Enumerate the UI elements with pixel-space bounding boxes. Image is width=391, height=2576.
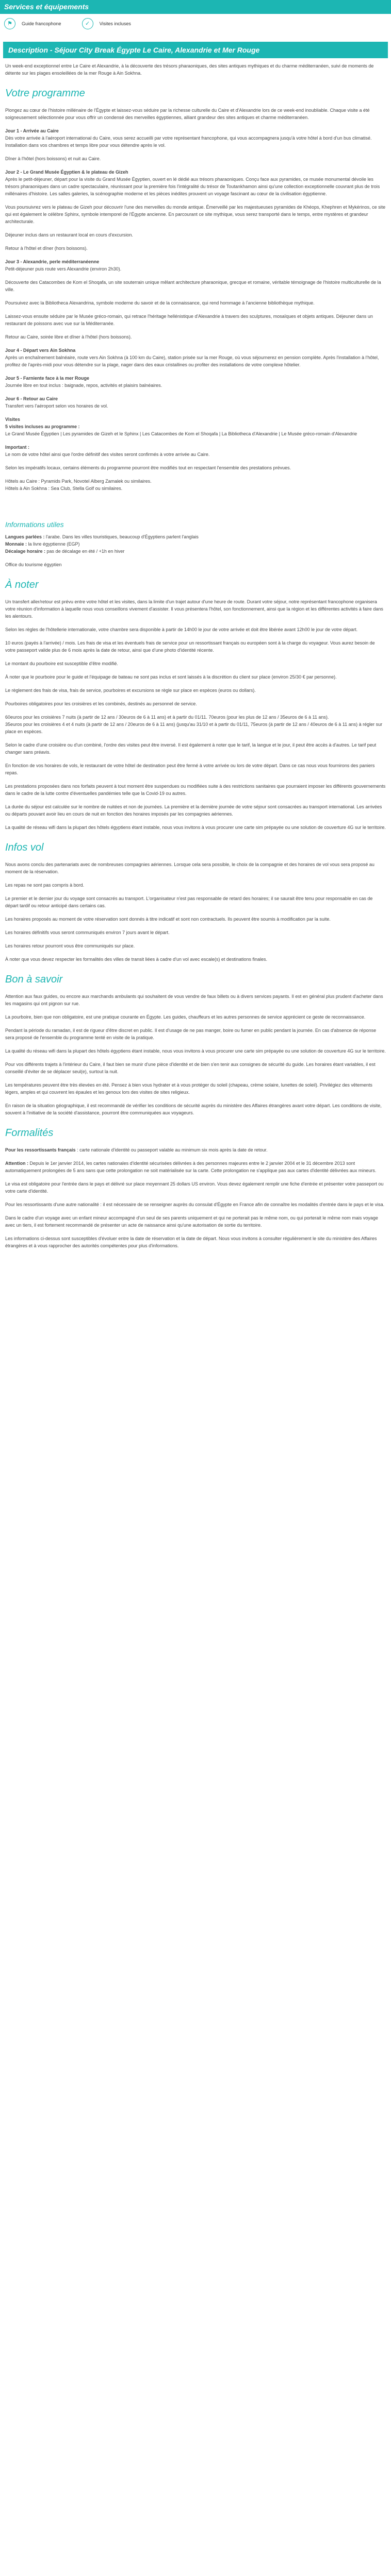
bonasavoir-paragraph: Pour vos différents trajets à l'intérieur du Caire, il faut bien se munir d'une pièce d'identité et de bien s'en tenir aux consignes de sécurité du guide. Les horaires étant variables, il est conseillé d'éviter de se déplacer seul(e), surtout la nuit.: [5, 1062, 376, 1074]
anoter-paragraph: 60euros pour les croisières 7 nuits (à partir de 12 ans / 30euros de 6 à 11 ans) et à partir du 01/11. 70euros (pour les plus de 12 ans / 35euros de 6 à 11 ans). 35euros pour les croisières 4 et 4 nuits (à partir de 12 ans / 20euros de 6 à 11 ans) (jusqu'au 31/10 et à partir du 01/11, 75euros (à partir de 12 ans / 40euros de 6 à 11 ans) à régler sur place en espèces.: [5, 715, 383, 734]
timezone-label: Décalage horaire :: [5, 549, 46, 554]
anoter-title: À noter: [5, 579, 39, 590]
formalites-attention-bold: Attention :: [5, 1161, 28, 1166]
day-paragraph: Déjeuner inclus dans un restaurant local en cours d'excursion.: [5, 232, 133, 238]
formalites-lead-rest: : carte nationale d'identité ou passeport valable au minimum six mois après la date de retour.: [75, 1147, 268, 1153]
infosvol-paragraph: Les horaires retour pourront vous être communiqués sur place.: [5, 943, 135, 948]
bonasavoir-paragraph: La pourboire, bien que non obligatoire, est une pratique courante en Égypte. Les guides, chauffeurs et les autres personnes de service apprécient ce geste de reconnaissance.: [5, 1014, 366, 1020]
day-title: Jour 6 - Retour au Caire: [5, 396, 58, 401]
anoter-paragraph: À noter que le pourboire pour le guide et l'équipage de bateau ne sont pas inclus et sont laissés à la discrétion du client sur place (environ 25/30 € par personne).: [5, 674, 337, 680]
day-title: Jour 3 - Alexandrie, perle méditerranéenne: [5, 259, 100, 264]
infosvol-paragraph: À noter que vous devez respecter les formalités des villes de transit liées à cadre d'un vol avec escale(s) et destinations finales.: [5, 957, 267, 962]
programme-day: [5, 258, 386, 341]
service-label-guide: Guide francophone: [22, 21, 61, 26]
day-paragraph: Petit-déjeuner puis route vers Alexandrie (environ 2h30).: [5, 266, 122, 272]
visits-block: [5, 416, 386, 437]
services-row: [0, 14, 391, 33]
infosvol-paragraph: Les horaires définitifs vous seront communiqués environ 7 jours avant le départ.: [5, 930, 170, 935]
bonasavoir-paragraph: Pendant la période du ramadan, il est de rigueur d'être discret en public. Il est d'usage de ne pas manger, boire ou fumer en public pendant la journée. En cas d'absence de réponse sera proposé de l'ensemble du programme tenté en visite de la pratique.: [5, 1028, 377, 1040]
lang-label: Langues parlées :: [5, 534, 45, 539]
anoter-paragraph: Un transfert aller/retour est prévu entre votre hôtel et les visites, dans la limite d'un trajet autour d'une heure de route. Durant votre séjour, notre représentant francophone organisera votre réunion d'information à laquelle nous vous conseillons vivement d'assister. Il vous présentera l'hôtel, son fonctionnement, ainsi que la région et les différentes activités à faire dans les alentours.: [5, 599, 383, 619]
flag-icon: ⚑: [4, 18, 15, 29]
service-label-visits: Visites incluses: [99, 21, 131, 26]
formalites-paragraph: Dans le cadre d'un voyage avec un enfant mineur accompagné d'un seul de ses parents uniquement et qui ne porterait pas le même nom, ou qui porterait le même nom mais voyage avec un tiers, il est fortement recommandé de présenter un acte de naissance ainsi qu'une autorisation de sortie du territoire.: [5, 1215, 378, 1228]
visits-title: Visites: [5, 417, 20, 422]
formalites-paragraph: Le visa est obligatoire pour l'entrée dans le pays et délivré sur place moyennant 25 dollars US environ. Vous devez également remplir une fiche d'entrée et présenter votre passeport ou votre carte d'identité.: [5, 1181, 384, 1194]
day-paragraph: Poursuivez avec la Bibliotheca Alexandrina, symbole moderne du savoir et de la connaissance, qui rend hommage à l'ancienne bibliothèque mythique.: [5, 300, 315, 306]
day-paragraph: Découverte des Catacombes de Kom el Shoqafa, un site souterrain unique mêlant architecture pharaonique, grecque et romaine, véritable témoignage de l'histoire multiculturelle de la ville.: [5, 280, 381, 292]
service-item-guide: [4, 18, 61, 29]
formalites-paragraph: Pour les ressortissants d'une autre nationalité : il est nécessaire de se renseigner auprès du consulat d'Égypte en France afin de connaître les modalités d'entrée dans le pays et le visa.: [5, 1202, 385, 1207]
infosvol-paragraph: Nous avons conclu des partenariats avec de nombreuses compagnies aériennes. Lorsque cela sera possible, le choix de la compagnie et des horaires de vol vous sera proposé au moment de la réservation.: [5, 862, 374, 874]
programme-day: [5, 395, 386, 410]
day-paragraph: Journée libre en tout inclus : baignade, repos, activités et plaisirs balnéaires.: [5, 383, 162, 388]
anoter-paragraph: En fonction de vos horaires de vols, le restaurant de votre hôtel de destination peut être fermé à votre arrivée ou lors de votre départ. Dans ce cas nous vous fournirons des paniers repas.: [5, 763, 375, 775]
day-paragraph: Après le petit-déjeuner, départ pour la visite du Grand Musée Égyptien, ouvert en lé dédié aux trésors pharaoniques. Conçu face aux pyramides, ce musée monumental dévoile les trésors pharaoniques dans un cadre spectaculaire, réunissant pour la première fois l'intégralité du trésor de Toutankhamon ainsi qu'une collection exceptionnelle couvrant plus de trois millénaires d'histoire. Les salles galeries, la scénographie moderne et les pièces inédites prouvent un voyage fascinant au cœur de la civilisation égyptienne.: [5, 177, 380, 196]
bonasavoir-paragraph: En raison de la situation géographique, il est recommandé de vérifier les conditions de sécurité auprès du ministère des Affaires étrangères avant votre départ. Les conditions de visite, souvent à l'initiative de la société d'assistance, pourront être communiquées aux voyageurs.: [5, 1103, 382, 1115]
anoter-paragraph: Les prestations proposées dans nos forfaits peuvent à tout moment être suspendues ou modifiées suite à des restrictions sanitaires que pourraient imposer les différents gouvernements dans le cadre de la lutte contre d'éventuelles pandémies telle que la Covid-19 ou autres.: [5, 784, 386, 796]
infosvol-paragraphs: [5, 861, 386, 963]
bonasavoir-paragraphs: [5, 993, 386, 1116]
day-title: Jour 4 - Départ vers Ain Sokhna: [5, 348, 76, 353]
important-p2: Selon les impératifs locaux, certains éléments du programme pourront être modifiés tout en respectant l'ensemble des prestations prévues.: [5, 465, 291, 470]
day-paragraph: Vous poursuivrez vers le plateau de Gizeh pour découvrir l'une des merveilles du monde antique. Émerveillé par les majestueuses pyramides de Khéops, Khephren et Mykérinos, ce site qui est également le célèbre Sphinx, symbole intemporel de l'Égypte ancienne. En parcourant ce site mythique, vous serez transporté dans le temps, entre mystères et grandeur architecturale.: [5, 205, 386, 224]
infosvol-title: Infos vol: [5, 842, 44, 853]
day-paragraph: Dès votre arrivée à l'aéroport international du Caire, vous serez accueilli par votre représentant francophone, qui vous accompagnera jusqu'à votre hôtel à bord d'un bus climatisé. Installation dans vos chambres et temps libre pour vous détendre après le vol.: [5, 135, 372, 148]
currency-value: la livre égyptienne (EGP): [27, 541, 80, 547]
formalites-attention: [5, 1160, 386, 1174]
day-paragraph: Retour à l'hôtel et dîner (hors boissons).: [5, 246, 88, 251]
anoter-paragraph: Pourboires obligatoires pour les croisières et les combinés, destinés au personnel de service.: [5, 701, 197, 706]
programme-title: Votre programme: [5, 88, 85, 99]
anoter-paragraph: La durée du séjour est calculée sur le nombre de nuitées et non de journées. La première et la dernière journée de votre séjour sont consacrées au transport international. Les arrivées ou départs pouvant avoir lieu en cours de nuit en fonction des horaires imposés par les compagnies aériennes.: [5, 804, 382, 817]
service-item-visits: [82, 18, 131, 29]
formalites-lead: [5, 1146, 386, 1154]
day-title: Jour 2 - Le Grand Musée Égyptien & le plateau de Gizeh: [5, 170, 128, 175]
infosvol-paragraph: Les horaires proposés au moment de votre réservation sont donnés à titre indicatif et sont non contractuels. Ils peuvent être soumis à modification par la suite.: [5, 917, 331, 922]
day-paragraph: Transfert vers l'aéroport selon vos horaires de vol.: [5, 403, 108, 409]
anoter-paragraph: Selon le cadre d'une croisière ou d'un combiné, l'ordre des visites peut être inversé. Il est également à noter que le tarif, la langue et le jour, il peut être accès à d'autres. Le tarif peut changer sans préavis.: [5, 742, 377, 755]
day-title: Jour 1 - Arrivée au Caire: [5, 128, 59, 133]
anoter-paragraph: 10 euros (payés à l'arrivée) / mois. Les frais de visa et les éventuels frais de service pour un ressortissant français ou européen sont à la charge du voyageur. Vous aurez besoin de votre passeport valide plus de 6 mois après la date de retour, ainsi que d'une photo d'identité récente.: [5, 640, 375, 653]
day-paragraph: Laissez-vous ensuite séduire par le Musée gréco-romain, qui retrace l'héritage hellénistique d'Alexandrie à travers des sculptures, mosaïques et objets antiques. Déjeuner dans un restaurant de poissons avec vue sur la Méditerranée.: [5, 314, 373, 326]
anoter-paragraph: Le règlement des frais de visa, frais de service, pourboires et excursions se règle sur place en espèces (euros ou dollars).: [5, 688, 256, 693]
important-title: Important :: [5, 445, 29, 450]
anoter-paragraph: La qualité de réseau wifi dans la plupart des hôtels égyptiens étant instable, nous vous invitons à vous procurer une carte sim prépayée ou une solution de couverture 4G sur le territoire.: [5, 825, 386, 830]
infosvol-paragraph: Le premier et le dernier jour du voyage sont consacrés au transport. L'organisateur n'est pas responsable de retard des horaires; il se saurait être tenu pour responsable en cas de départ tardif ou retour anticipé dans certains cas.: [5, 896, 373, 908]
description-title: Description - Séjour City Break Égypte Le Caire, Alexandrie et Mer Rouge: [3, 42, 388, 58]
visits-count: 5 visites incluses au programme :: [5, 424, 80, 429]
formalites-paragraph: Les informations ci-dessus sont susceptibles d'évoluer entre la date de réservation et la date de départ. Nous vous invitons à consulter régulièrement le site du ministère des Affaires étrangères et à vous rapprocher des autorités compétentes pour plus d'informations.: [5, 1236, 377, 1248]
day-paragraph: Après un enchaînement balnéaire, route vers Ain Sokhna (à 100 km du Caire), station prisée sur la mer Rouge, où vous séjournerez en pension complète. Après l'installation à l'hôtel, profitez de l'après-midi pour vous détendre sur la plage, nager dans des eaux cristallines ou profiter des installations de votre complexe hôtelier.: [5, 355, 379, 367]
visits-list: Le Grand Musée Égyptien | Les pyramides de Gizeh et le Sphinx | Les Catacombes de Kom el Shoqafa | La Bibliotheca d'Alexandrie | Le Musée gréco-romain d'Alexandrie: [5, 431, 357, 436]
important-p3: Hôtels au Caire : Pyramids Park, Novotel Alberg Zamalek ou similaires. Hôtels à Ain Sokhna : Sea Club, Stella Golf ou similaires.: [5, 479, 152, 491]
formalites-title: Formalités: [5, 1127, 54, 1139]
tourism-office-link[interactable]: Office du tourisme égyptien: [5, 562, 62, 567]
programme-day: [5, 347, 386, 368]
day-title: Jour 5 - Farniente face à la mer Rouge: [5, 376, 90, 381]
programme-day: [5, 127, 386, 162]
lang-value: l'arabe. Dans les villes touristiques, beaucoup d'Égyptiens parlent l'anglais: [44, 534, 199, 539]
anoter-paragraph: Le montant du pourboire est susceptible d'être modifié.: [5, 661, 118, 666]
bonasavoir-paragraph: Attention aux faux guides, ou encore aux marchands ambulants qui souhaitent de vous vendre de faux billets ou à divers services payants. Il est en général plus prudent d'acheter dans les magasins qui ont pignon sur rue.: [5, 994, 383, 1006]
formalites-paragraphs: [5, 1180, 386, 1249]
anoter-paragraphs: [5, 598, 386, 831]
anoter-paragraph: Selon les règles de l'hôtellerie internationale, votre chambre sera disponible à partir de 14h00 le jour de votre arrivée et doit être libérée avant 12h00 le jour de votre départ.: [5, 627, 358, 632]
ticket-icon: ✓: [82, 18, 93, 29]
currency-label: Monnaie :: [5, 541, 27, 547]
bonasavoir-title: Bon à savoir: [5, 974, 63, 985]
intro-text: Un week-end exceptionnel entre Le Caire et Alexandrie, à la découverte des trésors pharaoniques, des sites antiques mythiques et du charme méditerranéen, suivi de moments de détente sur les plages ensoleillées de la mer Rouge à Ain Sokhna.: [5, 63, 374, 76]
bonasavoir-paragraph: La qualité du réseau wifi dans la plupart des hôtels égyptiens étant instable, nous vous invitons à vous procurer une carte sim prépayée ou une solution de couverture 4G sur le territoire.: [5, 1048, 386, 1054]
formalites-lead-bold: Pour les ressortissants français: [5, 1147, 76, 1153]
important-block: [5, 444, 386, 492]
day-paragraph: Retour au Caire, soirée libre et dîner à l'hôtel (hors boissons).: [5, 334, 132, 340]
practical-lines: [5, 533, 386, 555]
bonasavoir-paragraph: Les températures peuvent être très élevées en été. Pensez à bien vous hydrater et à vous protéger du soleil (chapeau, crème solaire, lunettes de soleil). Privilégiez des vêtements légers, amples et qui couvrent les épaules et les genoux lors des visites de sites religieux.: [5, 1082, 372, 1095]
main-content: [0, 58, 391, 1249]
programme-days: [5, 127, 386, 410]
infosvol-paragraph: Les repas ne sont pas compris à bord.: [5, 883, 85, 888]
practical-title: Informations utiles: [5, 520, 64, 529]
formalites-attention-rest: Depuis le 1er janvier 2014, les cartes nationales d'identité sécurisées délivrées à des personnes majeures entre le 2 janvier 2004 et le 31 décembre 2013 sont automatiquement prolongées de 5 ans sans que cette prolongation ne soit matérialisée sur la carte. Cette prolongation ne s'applique pas aux cartes d'identité délivrées aux mineurs.: [5, 1161, 377, 1173]
programme-day: [5, 168, 386, 252]
services-title: Services et équipements: [0, 0, 391, 14]
programme-intro: Plongez au cœur de l'histoire millénaire de l'Égypte et laissez-vous séduire par la richesse culturelle du Caire et d'Alexandrie lors de ce week-end inoubliable. Chaque visite a été soigneusement sélectionnée pour vous offrir un condensé des merveilles égyptiennes, alliant grandeur des sites antiques et charme méditerranéen.: [5, 108, 370, 120]
timezone-value: pas de décalage en été / +1h en hiver: [45, 549, 125, 554]
day-paragraph: Dîner à l'hôtel (hors boissons) et nuit au Caire.: [5, 156, 101, 161]
important-p1: Le nom de votre hôtel ainsi que l'ordre définitif des visites seront confirmés à votre arrivée au Caire.: [5, 452, 210, 457]
programme-day: [5, 375, 386, 389]
